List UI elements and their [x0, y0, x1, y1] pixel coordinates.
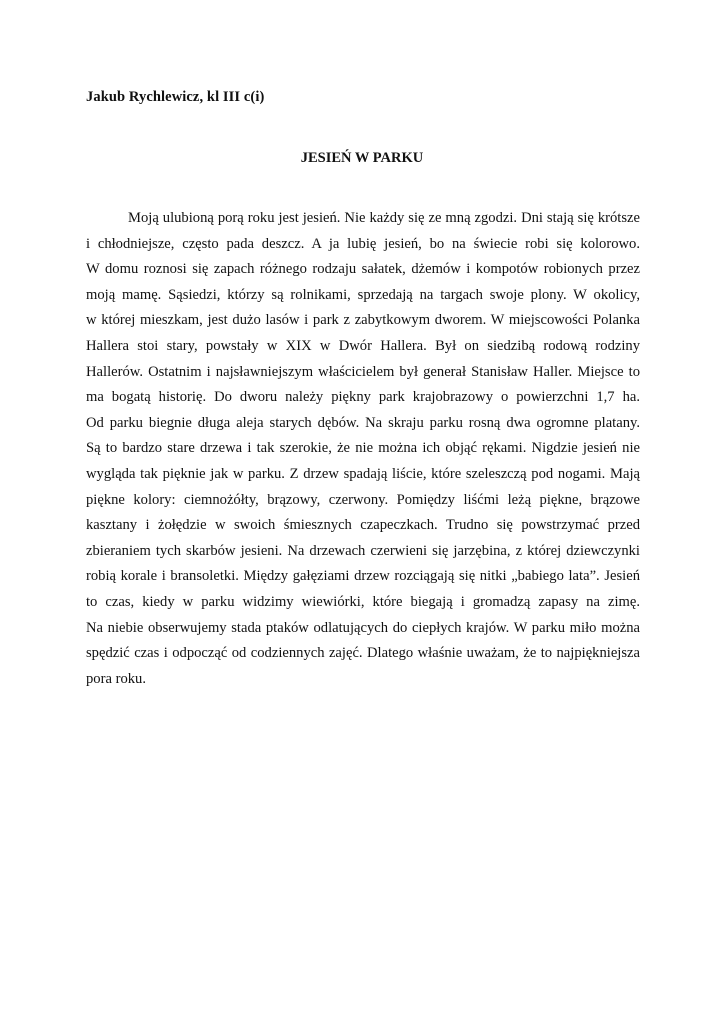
paragraph-line: Hallerów. Ostatnim i najsławniejszym właścicielem był generał Stanisław Haller. Miejsce to	[86, 363, 640, 380]
document-title: JESIEŃ W PARKU	[300, 150, 424, 166]
essay-paragraph	[86, 206, 640, 692]
paragraph-line: w której mieszkam, jest dużo lasów i park z zabytkowym dworem. W miejscowości Polanka	[86, 312, 640, 329]
paragraph-line: Na niebie obserwujemy stada ptaków odlatujących do ciepłych krajów. W parku miło można	[86, 619, 640, 636]
paragraph-line: spędzić czas i odpocząć od codziennych zajęć. Dlatego właśnie uważam, że to najpiękniejsza	[86, 645, 640, 662]
paragraph-line: W domu roznosi się zapach różnego rodzaju sałatek, dżemów i kompotów robionych przez	[86, 261, 640, 278]
paragraph-line: Są to bardzo stare drzewa i tak szerokie, że nie można ich objąć rękami. Nigdzie jesień nie	[86, 440, 640, 457]
paragraph-line: moją mamę. Sąsiedzi, którzy są rolnikami, sprzedają na targach swoje plony. W okolicy,	[86, 286, 640, 303]
paragraph-line: kasztany i żołędzie w swoich śmiesznych czapeczkach. Trudno się powstrzymać przed	[86, 517, 640, 534]
paragraph-line: pora roku.	[86, 670, 146, 687]
paragraph-line: Od parku biegnie długa aleja starych dębów. Na skraju parku rosną dwa ogromne platany.	[86, 414, 640, 431]
paragraph-line: zbieraniem tych skarbów jesieni. Na drzewach czerwieni się jarzębina, z której dziewczynki	[86, 542, 640, 559]
paragraph-line: robią korale i bransoletki. Między gałęziami drzew rozciągają się nitki „babiego lata”. Jesień	[86, 568, 640, 585]
paragraph-line: ma bogatą historię. Do dworu należy piękny park krajobrazowy o powierzchni 1,7 ha.	[86, 389, 640, 406]
paragraph-line: Moją ulubioną porą roku jest jesień. Nie każdy się ze mną zgodzi. Dni stają się krótsze	[128, 210, 640, 226]
paragraph-line: wygląda tak pięknie jak w parku. Z drzew spadają liście, które szeleszczą pod nogami. Mają	[86, 465, 640, 482]
paragraph-line: piękne kolory: ciemnożółty, brązowy, czerwony. Pomiędzy liśćmi leżą piękne, brązowe	[86, 491, 640, 508]
paragraph-line: to czas, kiedy w parku widzimy wiewiórki, które biegają i gromadzą zapasy na zimę.	[86, 593, 640, 610]
author-line: Jakub Rychlewicz, kl III c(i)	[86, 89, 265, 105]
paragraph-line: i chłodniejsze, często pada deszcz. A ja lubię jesień, bo na świecie robi się kolorowo.	[86, 235, 640, 252]
paragraph-line: Hallera stoi stary, powstały w XIX w Dwór Hallera. Był on siedzibą rodową rodziny	[86, 337, 640, 354]
